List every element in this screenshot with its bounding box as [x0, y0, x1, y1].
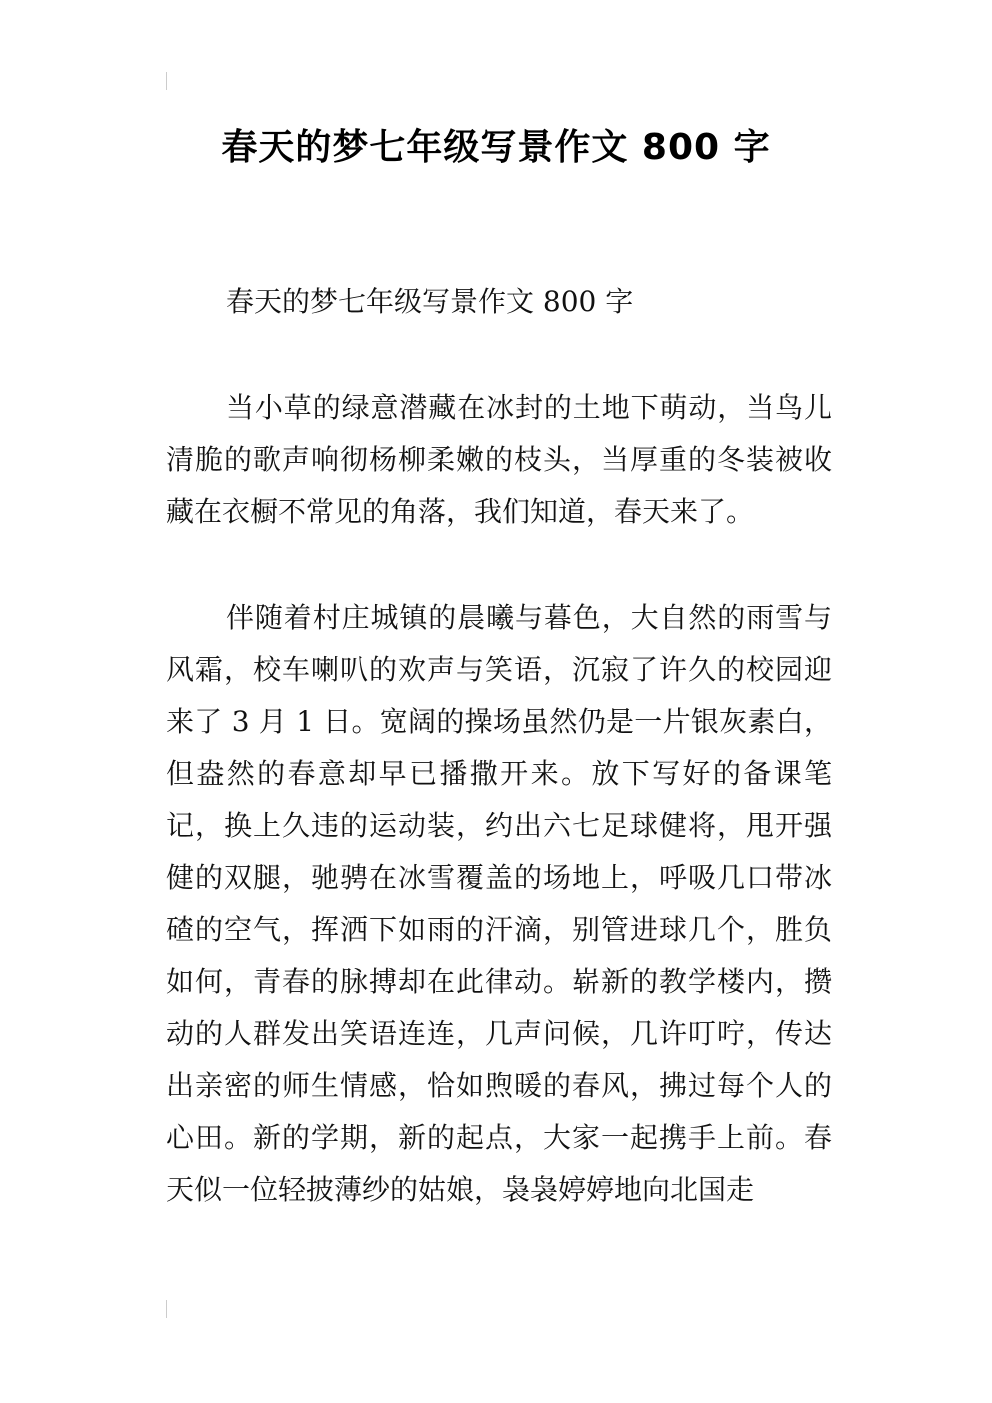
- document-title: 春天的梦七年级写景作文 800 字: [221, 127, 771, 168]
- paragraph: 当小草的绿意潜藏在冰封的土地下萌动，当鸟儿清脆的歌声响彻杨柳柔嫩的枝头，当厚重的冬装被收藏在衣橱不常见的角落，我们知道，春天来了。: [166, 391, 832, 528]
- document-body: [166, 276, 832, 1216]
- paragraph: 伴随着村庄城镇的晨曦与暮色，大自然的雨雪与风霜，校车喇叭的欢声与笑语，沉寂了许久的校园迎来了 3 月 1 日。宽阔的操场虽然仍是一片银灰素白，但盎然的春意却早已播撒开来。放下写好的备课笔记，换上久违的运动装，约出六七足球健将，甩开强健的双腿，驰骋在冰雪覆盖的场地上，呼吸几口带冰碴的空气，挥洒下如雨的汗滴，别管进球几个，胜负如何，青春的脉搏却在此律动。崭新的教学楼内，攒动的人群发出笑语连连，几声问候，几许叮咛，传达出亲密的师生情感，恰如煦暖的春风，拂过每个人的心田。新的学期，新的起点，大家一起携手上前。春天似一位轻披薄纱的姑娘，袅袅婷婷地向北国走: [166, 601, 832, 1206]
- page-corner-mark: [166, 72, 167, 90]
- document-subtitle: 春天的梦七年级写景作文 800 字: [226, 285, 634, 318]
- page-corner-mark: [166, 1300, 167, 1318]
